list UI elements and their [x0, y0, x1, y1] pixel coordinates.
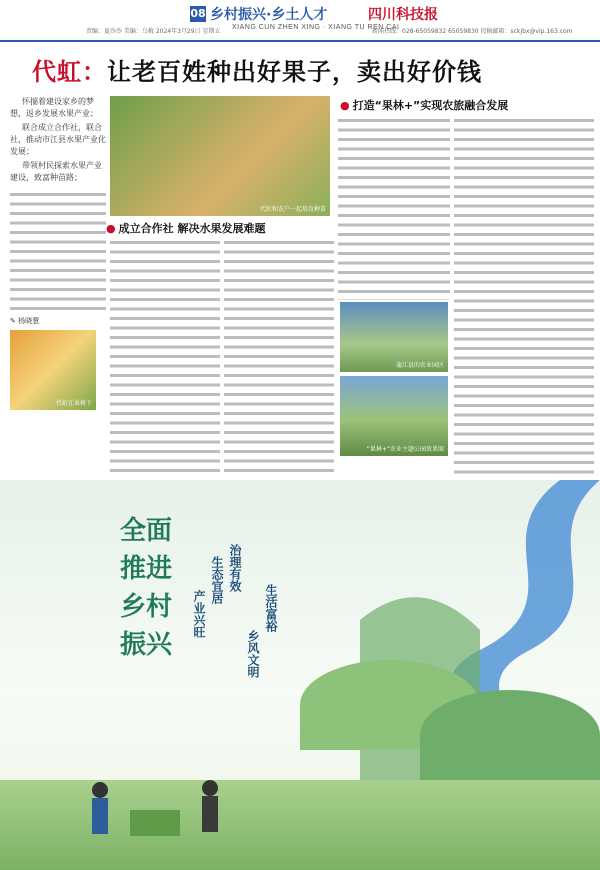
- author-byline: ✎ 杨晓慧: [10, 317, 40, 325]
- lede-line: 怀揣着建设家乡的梦想，返乡发展水果产业；: [10, 97, 98, 118]
- body-text-column: [454, 116, 594, 478]
- farmers-illustration: [60, 770, 260, 850]
- photo-theme-park: [340, 376, 448, 456]
- photo-caption: 代虹和农户一起培育种苗: [259, 206, 326, 213]
- slogan: 产业兴旺: [192, 590, 206, 638]
- photo-farm-park: [340, 302, 448, 372]
- headline-main: 让老百姓种出好果子，卖出好价钱: [107, 58, 482, 86]
- author-name: 杨晓慧: [18, 317, 40, 325]
- editor-info: 责编：夏沙沙 美编：乌梅 2024年3月29日 星期五: [86, 28, 221, 35]
- paper-logo: 四川科技报: [368, 7, 438, 23]
- slogan: 乡风文明: [246, 630, 260, 678]
- bullet-icon: ●: [340, 99, 350, 112]
- photo-orchard: [10, 330, 96, 410]
- contact-info: 新闻热线：028-65059832 65059830 投稿邮箱：sckjbx@vip.163.com: [372, 28, 573, 35]
- slogan: 生活富裕: [264, 584, 278, 632]
- lede-body-text: [10, 190, 106, 310]
- headline-prefix: 代虹：: [32, 58, 107, 86]
- hill-illustration: [420, 690, 600, 780]
- lede-line: 带领村民探索水果产业建设，致富种苗路；: [10, 161, 102, 182]
- body-text-column: [338, 116, 450, 300]
- article-lede: [10, 96, 106, 310]
- lede-line: 联合成立合作社，联合社，推动市江县水果产业化发展；: [10, 123, 106, 156]
- photo-farm-work: [110, 96, 330, 216]
- photo-caption: 蒲江县的农业园区: [395, 362, 444, 369]
- page-header: [0, 0, 600, 42]
- section-heading-2: ● 打造“果林+”实现农旅融合发展: [340, 99, 509, 112]
- body-text-column: [224, 238, 334, 478]
- bullet-icon: ●: [106, 222, 116, 235]
- photo-caption: “果林+”农业主题公园效果图: [366, 446, 444, 453]
- slogan: 治理有效: [228, 544, 242, 592]
- section-pinyin: XIANG CUN ZHEN XING · XIANG TU REN CAI: [232, 24, 400, 31]
- section-title: 乡村振兴·乡土人才: [210, 7, 328, 23]
- page-number: 08: [190, 7, 206, 20]
- body-text-column: [110, 238, 220, 478]
- promo-title: 全面推进乡村振兴: [119, 516, 172, 660]
- photo-caption: 代虹在果树下: [55, 400, 92, 407]
- slogan: 生态宜居: [210, 556, 224, 604]
- section-heading-1: ● 成立合作社 解决水果发展难题: [106, 222, 266, 235]
- article-headline: [32, 52, 592, 87]
